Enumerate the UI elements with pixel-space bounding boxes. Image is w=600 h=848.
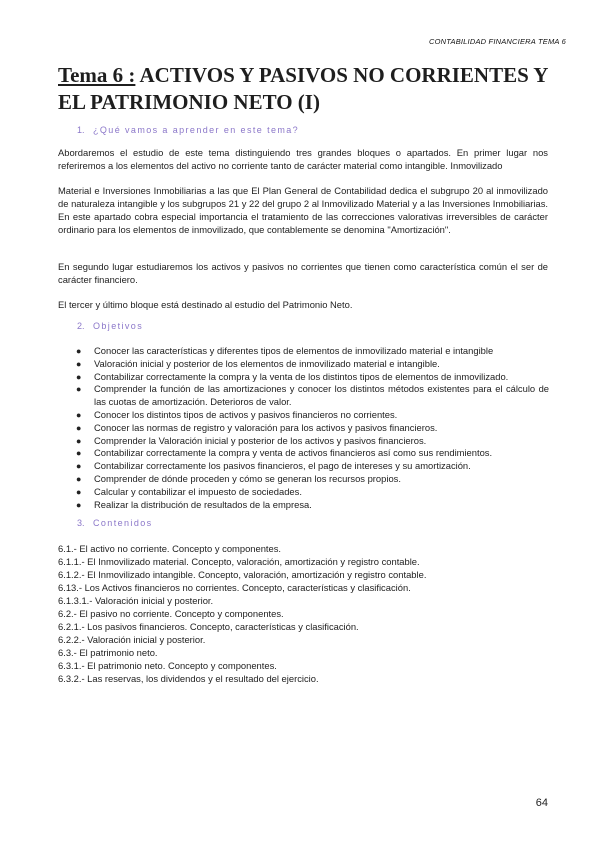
contents-item: 6.2.2.- Valoración inicial y posterior. <box>58 634 206 645</box>
contents-list <box>58 542 548 685</box>
contents-item: 6.1.- El activo no corriente. Concepto y componentes. <box>58 543 282 554</box>
paragraph: En segundo lugar estudiaremos los activos y pasivos no corrientes que tienen como característica común el ser de carácter financiero. <box>58 261 548 285</box>
paragraph: Material e Inversiones Inmobiliarias a las que El Plan General de Contabilidad dedica el subgrupo 20 al inmovilizado de naturaleza intangible y los subgrupos 21 y 22 del grupo 2 al Inmovilizado Material y a las Inversiones Inmobiliarias. En este apartado cobra especial importancia el tratamiento de las correcciones valorativas irreversibles de carácter ordinario para los elementos de inmovilizado, que contablemente se denomina "Amortización". <box>58 185 548 235</box>
list-item: ● Contabilizar correctamente los pasivos financieros, el pago de intereses y su amortización. <box>76 460 471 472</box>
contents-item: 6.1.2.- El Inmovilizado intangible. Concepto, valoración, amortización y registro contable. <box>58 569 427 580</box>
bullet-icon: ● <box>76 384 82 395</box>
list-item: ● Comprender la Valoración inicial y posterior de los activos y pasivos financieros. <box>76 434 427 446</box>
bullet-icon: ● <box>76 435 82 446</box>
section-heading-objectives <box>77 321 143 331</box>
list-item: ● Conocer los distintos tipos de activos y pasivos financieros no corrientes. <box>76 408 398 420</box>
list-item: ● Comprender de dónde proceden y cómo se generan los recursos propios. <box>76 472 401 484</box>
contents-item: 6.1.3.1.- Valoración inicial y posterior. <box>58 595 214 606</box>
bullet-icon: ● <box>76 486 82 497</box>
page-number: 64 <box>535 797 548 809</box>
contents-item: 6.13.- Los Activos financieros no corrientes. Concepto, características y clasificación. <box>58 582 411 593</box>
list-item: ● Contabilizar correctamente la compra y venta de activos financieros así como sus rendimientos. <box>76 447 493 459</box>
section-label: ¿Qué vamos a aprender en este tema? <box>93 125 300 135</box>
list-item: ● Calcular y contabilizar el impuesto de sociedades. <box>76 485 302 497</box>
section-heading-contents <box>77 518 153 528</box>
list-item: ● Realizar la distribución de resultados de la empresa. <box>76 498 312 510</box>
list-item: ● Contabilizar correctamente la compra y la venta de los distintos tipos de elementos de inmovilizado. <box>76 370 509 382</box>
objectives-list <box>76 345 549 511</box>
contents-item: 6.3.2.- Las reservas, los dividendos y el resultado del ejercicio. <box>58 673 319 684</box>
page-title <box>58 62 558 116</box>
bullet-icon: ● <box>76 358 82 369</box>
bullet-icon: ● <box>76 499 82 510</box>
contents-item: 6.2.1.- Los pasivos financieros. Concepto, características y clasificación. <box>58 621 359 632</box>
list-item: ● Conocer las características y diferentes tipos de elementos de inmovilizado material e intangible <box>76 345 494 356</box>
bullet-icon: ● <box>76 409 82 420</box>
paragraph: El tercer y último bloque está destinado al estudio del Patrimonio Neto. <box>58 299 353 310</box>
section-number: 3. <box>77 518 85 528</box>
bullet-icon: ● <box>76 346 82 356</box>
bullet-icon: ● <box>76 422 82 433</box>
contents-item: 6.1.1.- El Inmovilizado material. Concepto, valoración, amortización y registro contable. <box>58 556 420 567</box>
list-item: ● Valoración inicial y posterior de los elementos de inmovilizado material e intangible. <box>76 357 440 369</box>
section-number: 2. <box>77 321 85 331</box>
section-label: Objetivos <box>93 321 144 331</box>
title-text: ACTIVOS Y PASIVOS NO CORRIENTES Y EL PATRIMONIO NETO (I) <box>58 63 548 114</box>
bullet-icon: ● <box>76 371 82 382</box>
section-label: Contenidos <box>93 518 153 528</box>
section-number: 1. <box>77 125 85 135</box>
paragraph: Abordaremos el estudio de este tema distinguiendo tres grandes bloques o apartados. En primer lugar nos referiremos a los elementos del activo no corriente tanto de carácter material como intangible. Inmovilizado <box>58 147 548 171</box>
running-header: CONTABILIDAD FINANCIERA TEMA 6 <box>429 37 566 46</box>
contents-item: 6.2.- El pasivo no corriente. Concepto y componentes. <box>58 608 284 619</box>
contents-item: 6.3.- El patrimonio neto. <box>58 647 158 658</box>
list-item: ● Comprender la función de las amortizaciones y conocer los distintos métodos existentes para el cálculo de las cuotas de amortización. Deterioros de valor. <box>76 383 549 408</box>
bullet-icon: ● <box>76 461 82 472</box>
bullet-icon: ● <box>76 473 82 484</box>
section-heading-intro <box>77 125 299 135</box>
title-tema-label: Tema 6 : <box>58 63 136 87</box>
list-item: ● Conocer las normas de registro y valoración para los activos y pasivos financieros. <box>76 421 438 433</box>
bullet-icon: ● <box>76 448 82 459</box>
contents-item: 6.3.1.- El patrimonio neto. Concepto y componentes. <box>58 660 277 671</box>
